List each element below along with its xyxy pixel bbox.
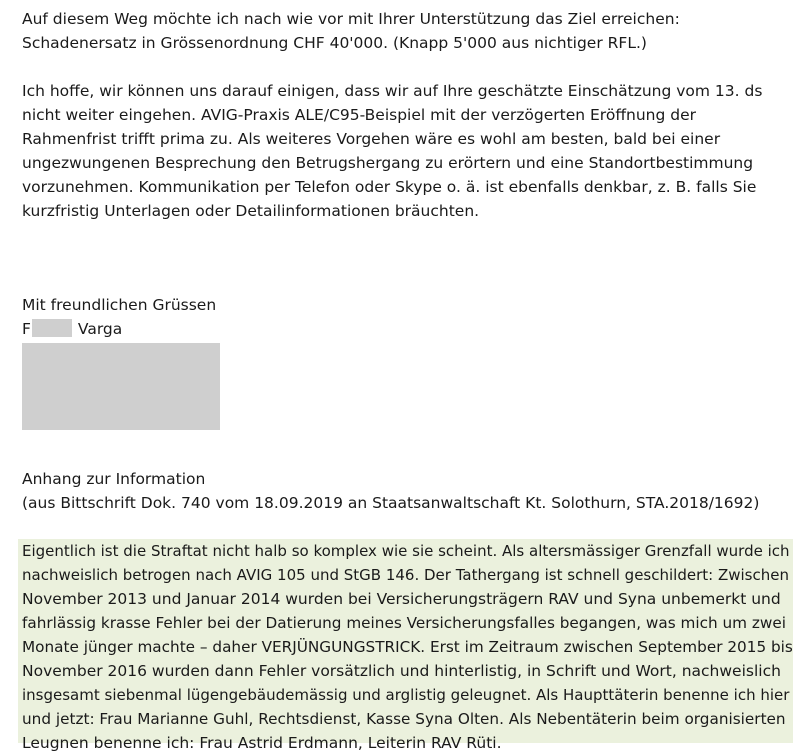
paragraph-2-line-6: kurzfristig Unterlagen oder Detailinformationen bräuchten. bbox=[22, 202, 480, 220]
attachment-heading: Anhang zur Information bbox=[22, 470, 206, 488]
paragraph-1-line-1: Auf diesem Weg möchte ich nach wie vor mit Ihrer Unterstützung das Ziel erreichen: bbox=[22, 10, 680, 28]
excerpt-line-4: fahrlässig krasse Fehler bei der Datierung meines Versicherungsfalles begangen, was mich um zwei bbox=[22, 614, 786, 632]
signature-name bbox=[22, 317, 122, 341]
redacted-signature bbox=[22, 343, 220, 430]
excerpt-line-1: Eigentlich ist die Straftat nicht halb so komplex wie sie scheint. Als altersmässiger Grenzfall wurde ich bbox=[22, 542, 790, 560]
excerpt-line-3: November 2013 und Januar 2014 wurden bei Versicherungsträgern RAV und Syna unbemerkt und bbox=[22, 590, 781, 608]
excerpt-line-8: und jetzt: Frau Marianne Guhl, Rechtsdienst, Kasse Syna Olten. Als Nebentäterin beim organisierten bbox=[22, 710, 786, 728]
excerpt-line-6: November 2016 wurden dann Fehler vorsätzlich und hinterlistig, in Schrift und Wort, nachweislich bbox=[22, 662, 781, 680]
paragraph-2-line-2: nicht weiter eingehen. AVIG-Praxis ALE/C95-Beispiel mit der verzögerten Eröffnung der bbox=[22, 106, 696, 124]
paragraph-1-line-2: Schadenersatz in Grössenordnung CHF 40'000. (Knapp 5'000 aus nichtiger RFL.) bbox=[22, 34, 647, 52]
closing-greeting: Mit freundlichen Grüssen bbox=[22, 296, 217, 314]
excerpt-line-5: Monate jünger machte – daher VERJÜNGUNGSTRICK. Erst im Zeitraum zwischen September 2015 bis bbox=[22, 638, 793, 656]
signature-surname: Varga bbox=[77, 320, 123, 338]
attachment-source: (aus Bittschrift Dok. 740 vom 18.09.2019 an Staatsanwaltschaft Kt. Solothurn, STA.2018/1692) bbox=[22, 494, 760, 512]
paragraph-2-line-1: Ich hoffe, wir können uns darauf einigen, dass wir auf Ihre geschätzte Einschätzung vom 13. ds bbox=[22, 82, 763, 100]
paragraph-2-line-3: Rahmenfrist trifft prima zu. Als weiteres Vorgehen wäre es wohl am besten, bald bei einer bbox=[22, 130, 721, 148]
excerpt-line-2: nachweislich betrogen nach AVIG 105 und StGB 146. Der Tathergang ist schnell geschildert: Zwischen bbox=[22, 566, 789, 584]
paragraph-2-line-5: vorzunehmen. Kommunikation per Telefon oder Skype o. ä. ist ebenfalls denkbar, z. B. falls Sie bbox=[22, 178, 757, 196]
paragraph-2-line-4: ungezwungenen Besprechung den Betrugshergang zu erörtern und eine Standortbestimmung bbox=[22, 154, 754, 172]
redacted-first-name bbox=[32, 319, 72, 337]
excerpt-line-7: insgesamt siebenmal lügengebäudemässig und arglistig geleugnet. Als Haupttäterin benenne ich hier bbox=[22, 686, 790, 704]
excerpt-line-9: Leugnen benenne ich: Frau Astrid Erdmann, Leiterin RAV Rüti. bbox=[22, 734, 502, 752]
signature-initial: F bbox=[22, 320, 31, 338]
